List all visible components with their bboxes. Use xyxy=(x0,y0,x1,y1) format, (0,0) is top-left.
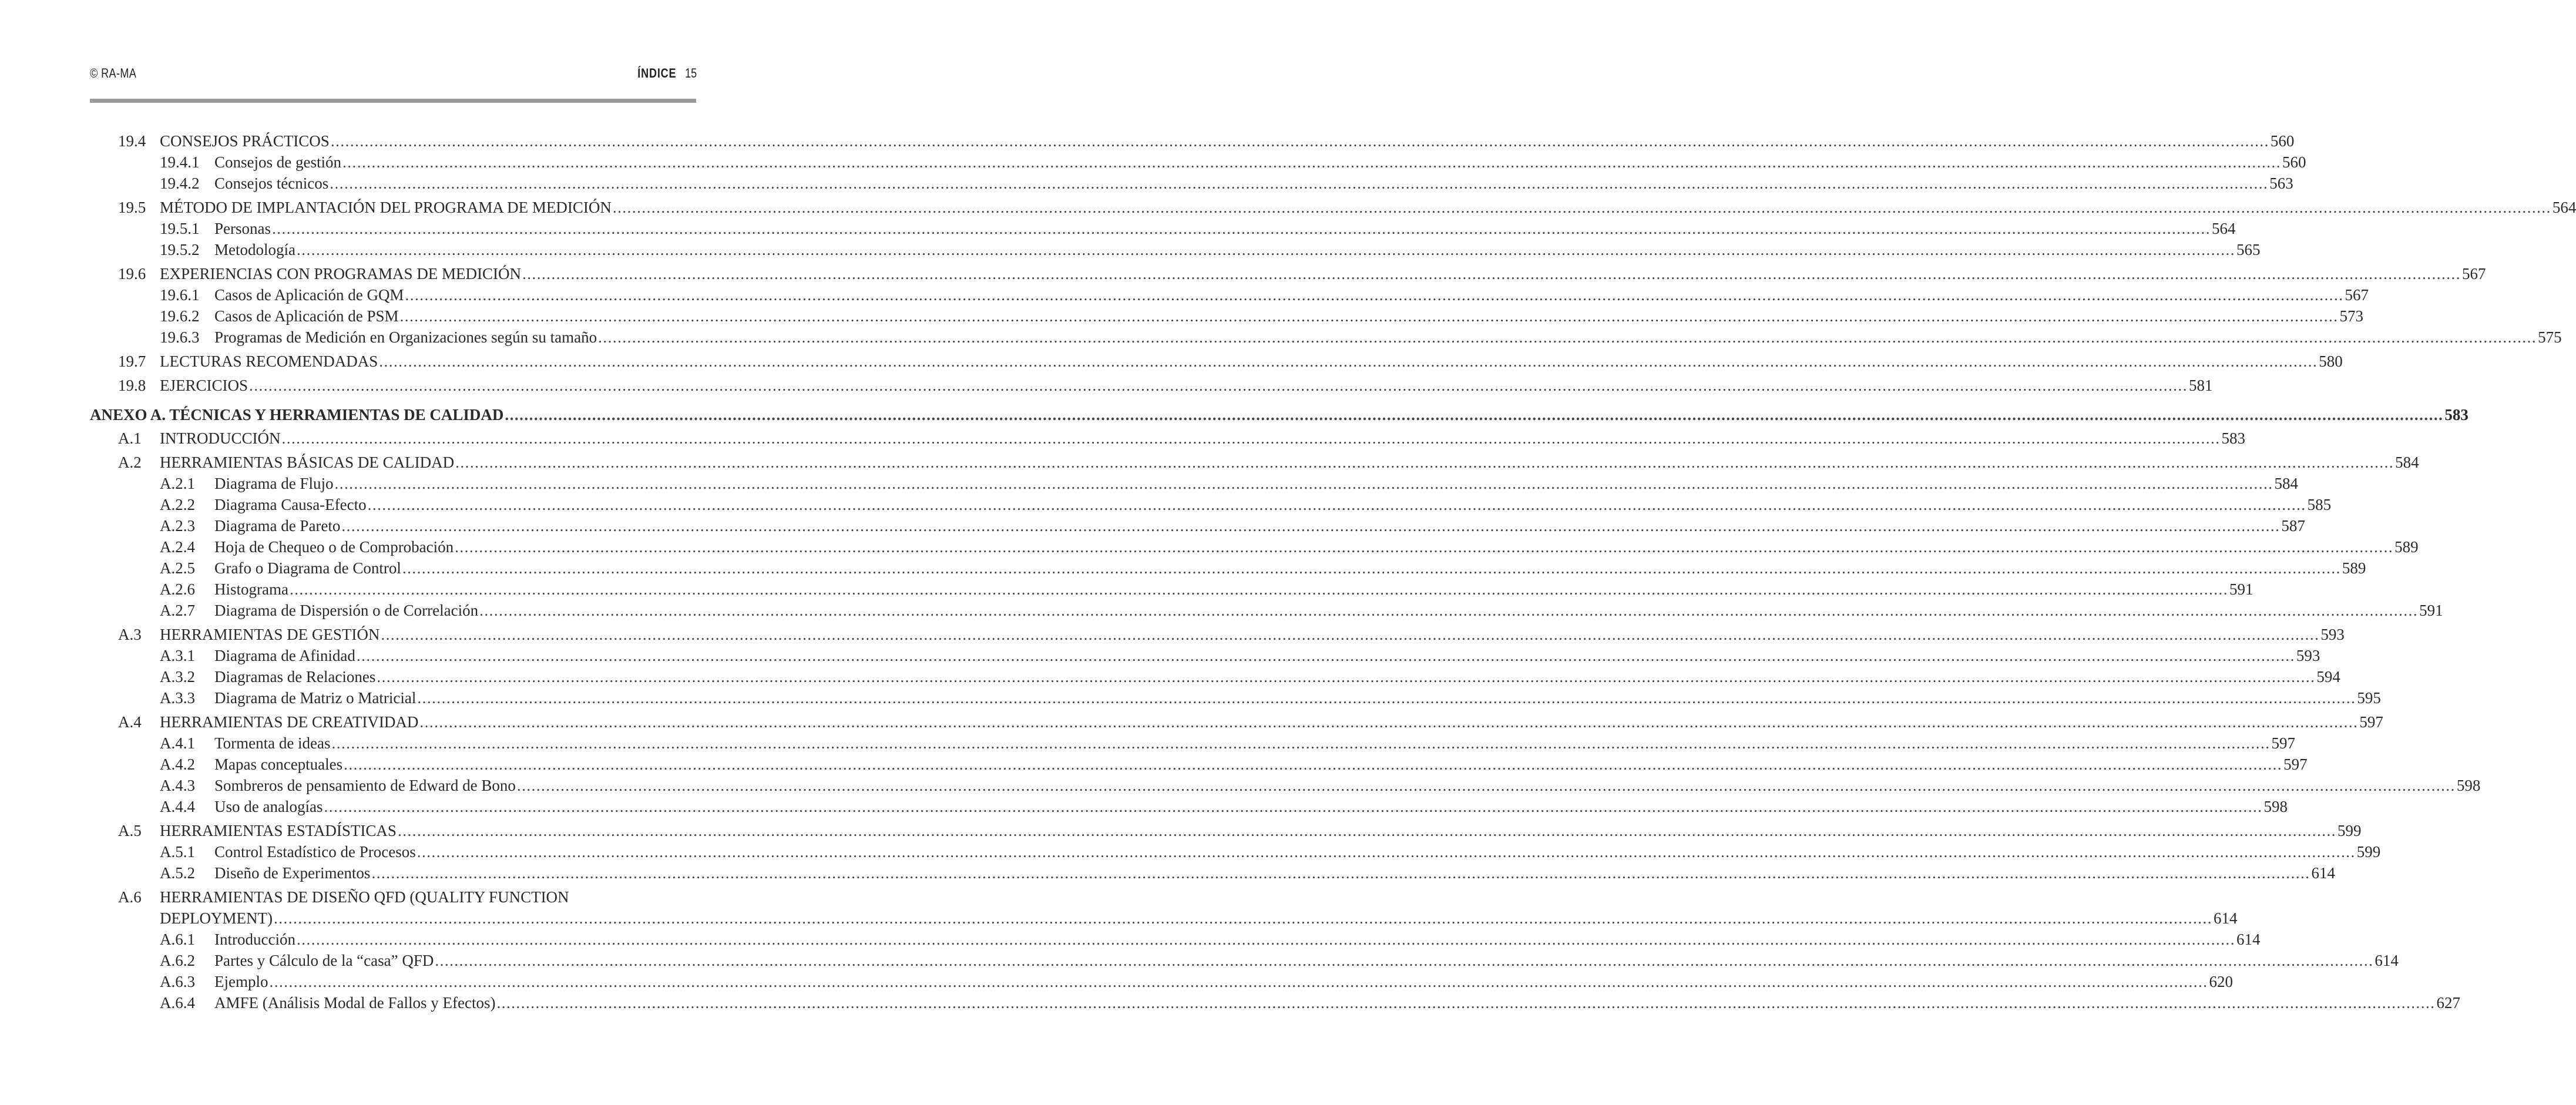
toc-entry-number: A.1 xyxy=(118,429,142,447)
toc-entry-page: 587 xyxy=(2281,517,2305,535)
toc-entry-title: Casos de Aplicación de PSM xyxy=(214,307,399,325)
dot-leader: ................................................................................................................................................................................................................................................................................................................................................................................................................ xyxy=(479,602,2419,619)
toc-entry xyxy=(90,473,2298,494)
dot-leader: ................................................................................................................................................................................................................................................................................................................................................................................................................ xyxy=(612,199,2551,216)
toc-entry-title: EJERCICIOS xyxy=(160,377,248,394)
dot-leader: ................................................................................................................................................................................................................................................................................................................................................................................................................ xyxy=(341,517,2281,535)
toc-entry-number: 19.4 xyxy=(118,132,146,150)
toc-entry-title: DEPLOYMENT) xyxy=(160,909,273,927)
dot-leader: ................................................................................................................................................................................................................................................................................................................................................................................................................ xyxy=(296,931,2235,948)
dot-leader: ................................................................................................................................................................................................................................................................................................................................................................................................................ xyxy=(419,713,2359,731)
dot-leader: ................................................................................................................................................................................................................................................................................................................................................................................................................ xyxy=(516,777,2456,794)
toc-entry-number: A.6.2 xyxy=(160,952,195,969)
toc-entry-page: 614 xyxy=(2311,864,2335,882)
toc-entry-title: HERRAMIENTAS DE GESTIÓN xyxy=(160,626,380,643)
toc-entry-page: 575 xyxy=(2538,328,2562,346)
toc-entry-page: 580 xyxy=(2319,352,2343,370)
toc-entry-page: 595 xyxy=(2357,689,2381,707)
toc-entry xyxy=(90,886,696,908)
toc-entry-title: Programas de Medición en Organizaciones según su tamaño xyxy=(214,328,597,346)
toc-entry-title: Diagrama Causa-Efecto xyxy=(214,496,367,513)
toc-entry xyxy=(90,579,2253,600)
dot-leader: ................................................................................................................................................................................................................................................................................................................................................................................................................ xyxy=(371,864,2310,882)
toc-entry xyxy=(90,754,2308,775)
toc-entry-title: Metodología xyxy=(214,241,295,258)
toc-entry-page: 614 xyxy=(2375,952,2399,969)
toc-entry-number: A.6.1 xyxy=(160,931,195,948)
toc-entry-page: 597 xyxy=(2359,713,2383,731)
toc-entry-title: MÉTODO DE IMPLANTACIÓN DEL PROGRAMA DE MEDICIÓN xyxy=(160,199,612,216)
dot-leader: ................................................................................................................................................................................................................................................................................................................................................................................................................ xyxy=(417,689,2356,707)
toc-entry-page: 620 xyxy=(2209,973,2233,990)
toc-entry-number: A.4 xyxy=(118,713,142,731)
toc-entry xyxy=(90,971,2233,992)
dot-leader: ................................................................................................................................................................................................................................................................................................................................................................................................................ xyxy=(455,454,2394,471)
toc-entry-number: 19.5.1 xyxy=(160,220,200,237)
toc-entry xyxy=(90,404,2468,425)
toc-entry xyxy=(90,711,2383,733)
toc-entry-page: 598 xyxy=(2263,798,2288,815)
toc-entry xyxy=(90,557,2366,579)
dot-leader: ................................................................................................................................................................................................................................................................................................................................................................................................................ xyxy=(344,755,2283,773)
dot-leader: ................................................................................................................................................................................................................................................................................................................................................................................................................ xyxy=(330,132,2269,150)
toc-entry-title: LECTURAS RECOMENDADAS xyxy=(160,352,378,370)
toc-entry-page: 593 xyxy=(2296,647,2320,664)
toc-entry xyxy=(90,600,2443,621)
toc-entry-page: 598 xyxy=(2456,777,2481,794)
toc-entry-title: Mapas conceptuales xyxy=(214,755,343,773)
toc-entry-title: Sombreros de pensamiento de Edward de Bono xyxy=(214,777,516,794)
toc-entry-page: 589 xyxy=(2394,538,2419,556)
dot-leader: ................................................................................................................................................................................................................................................................................................................................................................................................................ xyxy=(331,734,2271,752)
toc-entry-page: 594 xyxy=(2316,668,2340,686)
toc-entry xyxy=(90,375,2213,396)
toc-entry-title: HERRAMIENTAS BÁSICAS DE CALIDAD xyxy=(160,454,455,471)
toc-entry-number: A.2.5 xyxy=(160,559,195,577)
toc-entry-title: HERRAMIENTAS DE DISEÑO QFD (QUALITY FUNCTION xyxy=(160,888,569,906)
toc-entry xyxy=(90,173,2293,194)
header-rule xyxy=(90,99,696,103)
dot-leader: ................................................................................................................................................................................................................................................................................................................................................................................................................ xyxy=(522,265,2461,283)
table-of-contents xyxy=(90,130,2576,1013)
toc-entry-page: 589 xyxy=(2342,559,2366,577)
toc-entry xyxy=(90,152,2306,173)
toc-entry xyxy=(90,862,2335,884)
toc-entry-number: 19.4.1 xyxy=(160,153,200,171)
dot-leader: ................................................................................................................................................................................................................................................................................................................................................................................................................ xyxy=(417,843,2356,861)
dot-leader: ................................................................................................................................................................................................................................................................................................................................................................................................................ xyxy=(405,286,2344,304)
toc-entry-title: Partes y Cálculo de la “casa” QFD xyxy=(214,952,434,969)
toc-entry-number: A.3 xyxy=(118,626,142,643)
page-number: 15 xyxy=(685,66,697,80)
toc-entry-number: 19.6.3 xyxy=(160,328,200,346)
toc-entry xyxy=(90,992,2460,1013)
dot-leader: ................................................................................................................................................................................................................................................................................................................................................................................................................ xyxy=(455,538,2394,556)
toc-entry-title: AMFE (Análisis Modal de Fallos y Efectos) xyxy=(214,994,496,1012)
toc-entry xyxy=(90,820,2362,841)
toc-entry-page: 560 xyxy=(2282,153,2306,171)
dot-leader: ................................................................................................................................................................................................................................................................................................................................................................................................................ xyxy=(342,153,2281,171)
toc-entry xyxy=(90,841,2381,862)
dot-leader: ................................................................................................................................................................................................................................................................................................................................................................................................................ xyxy=(281,429,2221,447)
toc-entry xyxy=(90,515,2305,536)
toc-entry-page: 597 xyxy=(2271,734,2296,752)
toc-entry-page: 581 xyxy=(2189,377,2213,394)
toc-entry xyxy=(90,775,2481,796)
toc-entry-number: A.6 xyxy=(118,888,142,906)
dot-leader: ................................................................................................................................................................................................................................................................................................................................................................................................................ xyxy=(269,973,2208,990)
page-header xyxy=(90,63,697,83)
toc-entry-title: EXPERIENCIAS CON PROGRAMAS DE MEDICIÓN xyxy=(160,265,522,283)
toc-entry-number: A.2.2 xyxy=(160,496,195,513)
dot-leader: ................................................................................................................................................................................................................................................................................................................................................................................................................ xyxy=(356,647,2295,664)
toc-entry-title: Histograma xyxy=(214,580,288,598)
toc-entry-title: Diseño de Experimentos xyxy=(214,864,371,882)
toc-entry-page: 567 xyxy=(2345,286,2369,304)
toc-entry-page: 573 xyxy=(2339,307,2363,325)
toc-entry-page: 564 xyxy=(2212,220,2236,237)
toc-entry-title: Consejos de gestión xyxy=(214,153,341,171)
toc-entry-number: A.2.4 xyxy=(160,538,195,556)
toc-entry xyxy=(90,624,2345,645)
dot-leader: ................................................................................................................................................................................................................................................................................................................................................................................................................ xyxy=(598,328,2537,346)
toc-entry-title: Personas xyxy=(214,220,271,237)
toc-entry xyxy=(90,796,2288,817)
toc-entry-number: A.4.4 xyxy=(160,798,195,815)
toc-entry xyxy=(90,284,2369,305)
toc-entry-page: 563 xyxy=(2269,174,2293,192)
toc-entry-number: A.6.3 xyxy=(160,973,195,990)
toc-entry-number: A.3.1 xyxy=(160,647,195,664)
dot-leader: ................................................................................................................................................................................................................................................................................................................................................................................................................ xyxy=(324,798,2263,815)
toc-entry-page: 614 xyxy=(2236,931,2261,948)
toc-entry-number: A.5.1 xyxy=(160,843,195,861)
toc-entry xyxy=(90,351,2343,372)
toc-entry-title: Diagramas de Relaciones xyxy=(214,668,376,686)
toc-entry-number: A.5.2 xyxy=(160,864,195,882)
toc-entry-title: Diagrama de Pareto xyxy=(214,517,341,535)
dot-leader: ................................................................................................................................................................................................................................................................................................................................................................................................................ xyxy=(330,174,2269,192)
dot-leader: ................................................................................................................................................................................................................................................................................................................................................................................................................ xyxy=(272,220,2211,237)
dot-leader: ................................................................................................................................................................................................................................................................................................................................................................................................................ xyxy=(505,406,2444,424)
toc-entry-number: A.2.7 xyxy=(160,602,195,619)
toc-entry-title: Ejemplo xyxy=(214,973,268,990)
toc-entry-number: 19.6.2 xyxy=(160,307,200,325)
toc-entry-number: A.5 xyxy=(118,822,142,839)
dot-leader: ................................................................................................................................................................................................................................................................................................................................................................................................................ xyxy=(399,307,2339,325)
toc-entry-number: 19.6 xyxy=(118,265,146,283)
toc-entry-number: 19.4.2 xyxy=(160,174,200,192)
running-head xyxy=(637,66,697,81)
dot-leader: ................................................................................................................................................................................................................................................................................................................................................................................................................ xyxy=(273,909,2212,927)
toc-entry-number: 19.5.2 xyxy=(160,241,200,258)
toc-entry-title: Casos de Aplicación de GQM xyxy=(214,286,404,304)
toc-entry-title: Uso de analogías xyxy=(214,798,323,815)
toc-entry-title: HERRAMIENTAS DE CREATIVIDAD xyxy=(160,713,419,731)
toc-entry-page: 599 xyxy=(2356,843,2381,861)
toc-entry xyxy=(90,950,2399,971)
toc-entry-title: Tormenta de ideas xyxy=(214,734,331,752)
toc-entry xyxy=(90,687,2381,708)
toc-entry-title: Hoja de Chequeo o de Comprobación xyxy=(214,538,454,556)
toc-entry-title: Diagrama de Dispersión o de Correlación xyxy=(214,602,479,619)
toc-entry-number: A.4.2 xyxy=(160,755,195,773)
toc-entry xyxy=(90,666,2340,687)
toc-entry-number: A.3.2 xyxy=(160,668,195,686)
toc-entry-page: 591 xyxy=(2419,602,2443,619)
toc-entry-title: HERRAMIENTAS ESTADÍSTICAS xyxy=(160,822,397,839)
toc-entry-number: A.2.6 xyxy=(160,580,195,598)
toc-entry-page: 597 xyxy=(2283,755,2308,773)
toc-entry-page: 584 xyxy=(2395,454,2419,471)
toc-entry xyxy=(90,218,2236,239)
toc-entry xyxy=(90,239,2261,260)
toc-entry-number: A.2.1 xyxy=(160,475,195,492)
dot-leader: ................................................................................................................................................................................................................................................................................................................................................................................................................ xyxy=(289,580,2228,598)
dot-leader: ................................................................................................................................................................................................................................................................................................................................................................................................................ xyxy=(379,352,2318,370)
publisher-mark: © RA-MA xyxy=(90,66,137,80)
toc-entry-number: 19.5 xyxy=(118,199,146,216)
toc-entry-title: Consejos técnicos xyxy=(214,174,329,192)
toc-entry-number: A.4.1 xyxy=(160,734,195,752)
toc-entry-page: 560 xyxy=(2270,132,2295,150)
dot-leader: ................................................................................................................................................................................................................................................................................................................................................................................................................ xyxy=(334,475,2273,492)
toc-entry xyxy=(90,645,2320,666)
toc-entry xyxy=(90,305,2363,327)
dot-leader: ................................................................................................................................................................................................................................................................................................................................................................................................................ xyxy=(367,496,2306,513)
toc-entry-page: 627 xyxy=(2436,994,2460,1012)
toc-entry xyxy=(90,130,2295,152)
toc-entry-number: 19.7 xyxy=(118,352,146,370)
section-title: ÍNDICE xyxy=(637,66,677,80)
toc-entry-page: 593 xyxy=(2320,626,2345,643)
toc-entry-page: 567 xyxy=(2462,265,2486,283)
toc-entry-title: INTRODUCCIÓN xyxy=(160,429,281,447)
toc-entry-number: A.6.4 xyxy=(160,994,195,1012)
toc-entry-title: Control Estadístico de Procesos xyxy=(214,843,416,861)
dot-leader: ................................................................................................................................................................................................................................................................................................................................................................................................................ xyxy=(381,626,2320,643)
toc-entry-number: 19.8 xyxy=(118,377,146,394)
toc-entry xyxy=(90,428,2245,449)
dot-leader: ................................................................................................................................................................................................................................................................................................................................................................................................................ xyxy=(296,241,2235,258)
toc-entry-title: Diagrama de Afinidad xyxy=(214,647,355,664)
dot-leader: ................................................................................................................................................................................................................................................................................................................................................................................................................ xyxy=(397,822,2336,839)
toc-entry-number: A.2.3 xyxy=(160,517,195,535)
toc-entry-title: Grafo o Diagrama de Control xyxy=(214,559,401,577)
toc-entry-page: 599 xyxy=(2337,822,2362,839)
toc-entry-page: 583 xyxy=(2444,406,2468,424)
toc-entry-number: A.3.3 xyxy=(160,689,195,707)
toc-entry-title: Diagrama de Matriz o Matricial xyxy=(214,689,417,707)
toc-entry xyxy=(90,733,2296,754)
toc-entry-number: A.4.3 xyxy=(160,777,195,794)
dot-leader: ................................................................................................................................................................................................................................................................................................................................................................................................................ xyxy=(249,377,2188,394)
toc-entry-title: CONSEJOS PRÁCTICOS xyxy=(160,132,330,150)
toc-entry-title: Diagrama de Flujo xyxy=(214,475,334,492)
toc-entry-page: 565 xyxy=(2236,241,2261,258)
toc-entry xyxy=(90,452,2419,473)
dot-leader: ................................................................................................................................................................................................................................................................................................................................................................................................................ xyxy=(377,668,2316,686)
toc-entry xyxy=(90,494,2332,515)
toc-entry-title: Introducción xyxy=(214,931,295,948)
toc-entry-page: 583 xyxy=(2221,429,2245,447)
toc-entry-page: 614 xyxy=(2213,909,2238,927)
toc-entry-page: 564 xyxy=(2552,199,2576,216)
dot-leader: ................................................................................................................................................................................................................................................................................................................................................................................................................ xyxy=(496,994,2436,1012)
toc-entry xyxy=(90,197,2576,218)
toc-entry-page: 591 xyxy=(2229,580,2253,598)
toc-entry-title: ANEXO A. TÉCNICAS Y HERRAMIENTAS DE CALIDAD xyxy=(90,406,504,424)
toc-entry xyxy=(90,536,2419,557)
toc-entry-number: A.2 xyxy=(118,454,142,471)
toc-entry xyxy=(90,263,2486,284)
toc-entry xyxy=(90,929,2261,950)
dot-leader: ................................................................................................................................................................................................................................................................................................................................................................................................................ xyxy=(435,952,2374,969)
toc-entry xyxy=(90,908,2238,929)
toc-entry-number: 19.6.1 xyxy=(160,286,200,304)
toc-entry xyxy=(90,327,2562,348)
toc-entry-page: 584 xyxy=(2274,475,2298,492)
toc-entry-page: 585 xyxy=(2307,496,2332,513)
dot-leader: ................................................................................................................................................................................................................................................................................................................................................................................................................ xyxy=(402,559,2341,577)
